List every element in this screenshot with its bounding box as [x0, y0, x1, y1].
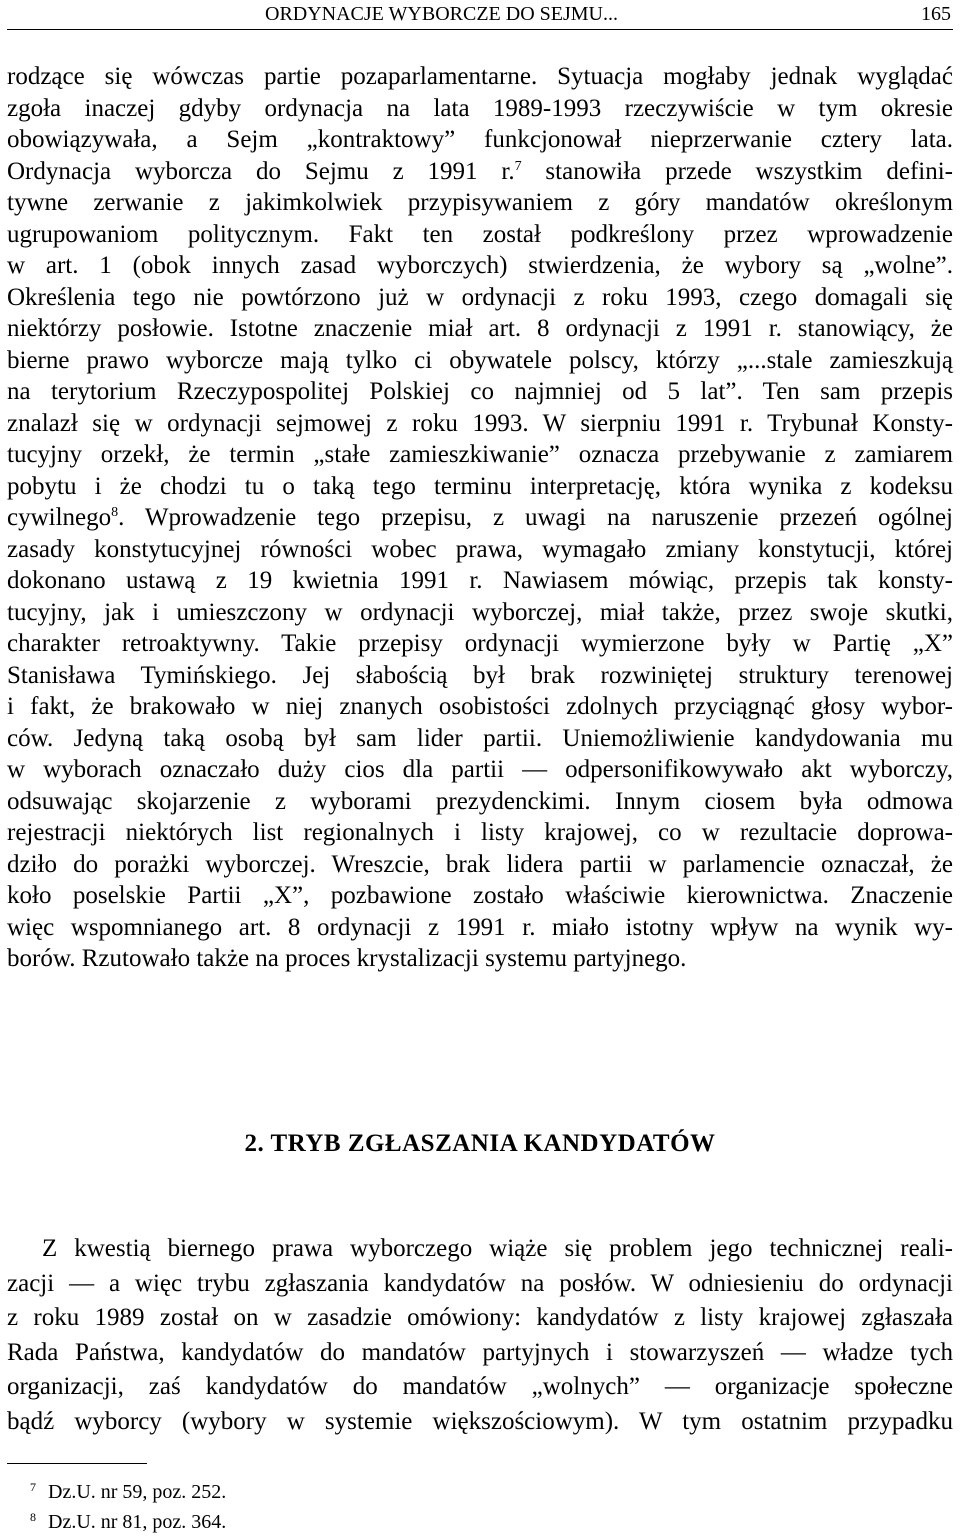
footnote-separator — [7, 1463, 147, 1464]
text-line: bierne prawo wyborcze mają tylko ci obywatele polscy, którzy „...stale zamieszkują — [7, 346, 953, 374]
text-line: zgoła inaczej gdyby ordynacja na lata 1989-1993 rzeczywiście w tym okresie — [7, 94, 953, 122]
text-line: Z kwestią biernego prawa wyborczego wiąże się problem jego technicznej reali- — [42, 1235, 953, 1262]
text-line: ców. Jedyną taką osobą był sam lider partii. Uniemożliwienie kandydowania mu — [7, 724, 953, 752]
text-line: dziło do porażki wyborczej. Wreszcie, brak lidera partii w parlamencie oznaczał, że — [7, 850, 953, 878]
text-line: Określenia tego nie powtórzono już w ordynacji z roku 1993, czego domagali się — [7, 283, 953, 311]
text-line: dokonano ustawą z 19 kwietnia 1991 r. Nawiasem mówiąc, przepis tak konsty- — [7, 567, 953, 594]
footnote-text: Dz.U. nr 59, poz. 252. — [48, 1481, 227, 1503]
text-line: bądź wyborcy (wybory w systemie większościowym). W tym ostatnim przypadku — [7, 1407, 953, 1435]
running-header — [7, 3, 953, 30]
text-line: w wyborach oznaczało duży cios dla partii — odpersonifikowywało akt wyborczy, — [7, 756, 953, 783]
footnote-number: 8 — [30, 1510, 36, 1524]
text-line: więc wspomnianego art. 8 ordynacji z 1991 r. miało istotny wpływ na wynik wy- — [7, 913, 953, 941]
footnote-text: Dz.U. nr 81, poz. 364. — [48, 1511, 227, 1533]
text-line: organizacji, zaś kandydatów do mandatów „wolnych” — organizacje społeczne — [7, 1373, 953, 1400]
text-line: niektórzy posłowie. Istotne znaczenie miał art. 8 ordynacji z 1991 r. stanowiący, że — [7, 315, 953, 342]
text-line: z roku 1989 został on w zasadzie omówiony: kandydatów z listy krajowej zgłaszała — [7, 1304, 953, 1331]
text-line: odsuwając skojarzenie z wyborami prezydenckimi. Innym ciosem była odmowa — [7, 787, 953, 815]
text-line: obowiązywała, a Sejm „kontraktowy” funkcjonował nieprzerwanie cztery lata. — [7, 126, 953, 153]
text-line: na terytorium Rzeczypospolitej Polskiej co najmniej od 5 lat”. Ten sam przepis — [7, 378, 953, 405]
footnote-ref-8: 8 — [111, 505, 119, 520]
text-line: tucyjny orzekł, że termin „stałe zamieszkiwanie” oznacza przebywanie z zamiarem — [7, 441, 953, 468]
text-line: w art. 1 (obok innych zasad wyborczych) stwierdzenia, że wybory są „wolne”. — [7, 252, 953, 279]
text-line: tywne zerwanie z jakimkolwiek przypisywaniem z góry mandatów określonym — [7, 189, 953, 216]
text-line: koło poselskie Partii „X”, pozbawione zostało właściwie kierownictwa. Znaczenie — [7, 882, 953, 909]
text-line: ugrupowaniom politycznym. Fakt ten został podkreślony przez wprowadzenie — [7, 220, 953, 248]
footnote-ref-7: 7 — [514, 158, 522, 174]
text-line: rejestracji niektórych list regionalnych i listy krajowej, co w rezultacie doprowa- — [7, 819, 953, 846]
page-number: 165 — [921, 3, 951, 25]
text-line: rodzące się wówczas partie pozaparlamentarne. Sytuacja mogłaby jednak wyglądać — [7, 63, 953, 90]
footnote-number: 7 — [30, 1480, 36, 1494]
text-line: Rada Państwa, kandydatów do mandatów partyjnych i stowarzyszeń — władze tych — [7, 1338, 953, 1366]
text-line: tucyjny, jak i umieszczony w ordynacji wyborczej, miał także, przez swoje skutki, — [7, 598, 953, 626]
text-line: i fakt, że brakowało w niej znanych osobistości zdolnych przyciągnąć głosy wybor- — [7, 693, 953, 720]
text-line: charakter retroaktywny. Takie przepisy ordynacji wymierzone były w Partię „X” — [7, 630, 953, 657]
text-line: borów. Rzutowało także na proces krystalizacji systemu partyjnego. — [7, 945, 687, 972]
running-title: ORDYNACJE WYBORCZE DO SEJMU... — [265, 3, 618, 25]
footnote-8 — [30, 1510, 226, 1534]
text-line: znalazł się w ordynacji sejmowej z roku 1993. W sierpniu 1991 r. Trybunał Konsty- — [7, 409, 953, 437]
section-heading: 2. TRYB ZGŁASZANIA KANDYDATÓW — [244, 1130, 716, 1157]
footnote-7 — [30, 1480, 226, 1504]
text-line: pobytu i że chodzi tu o taką tego terminu interpretację, która wynika z kodeksu — [7, 472, 953, 500]
text-line: zacji — a więc trybu zgłaszania kandydatów na posłów. W odniesieniu do ordynacji — [7, 1269, 953, 1297]
text-line: cywilnego$^8$. Wprowadzenie tego przepisu, z uwagi na naruszenie przezeń ogólnej — [7, 504, 953, 531]
text-line: Stanisława Tymińskiego. Jej słabością był brak rozwiniętej struktury terenowej — [7, 661, 953, 689]
text-line: Ordynacja wyborcza do Sejmu z 1991 r.$^7$ stanowiła przede wszystkim defini- — [7, 157, 953, 185]
text-line: zasady konstytucyjnej równości wobec prawa, wymagało zmiany konstytucji, której — [7, 535, 953, 563]
